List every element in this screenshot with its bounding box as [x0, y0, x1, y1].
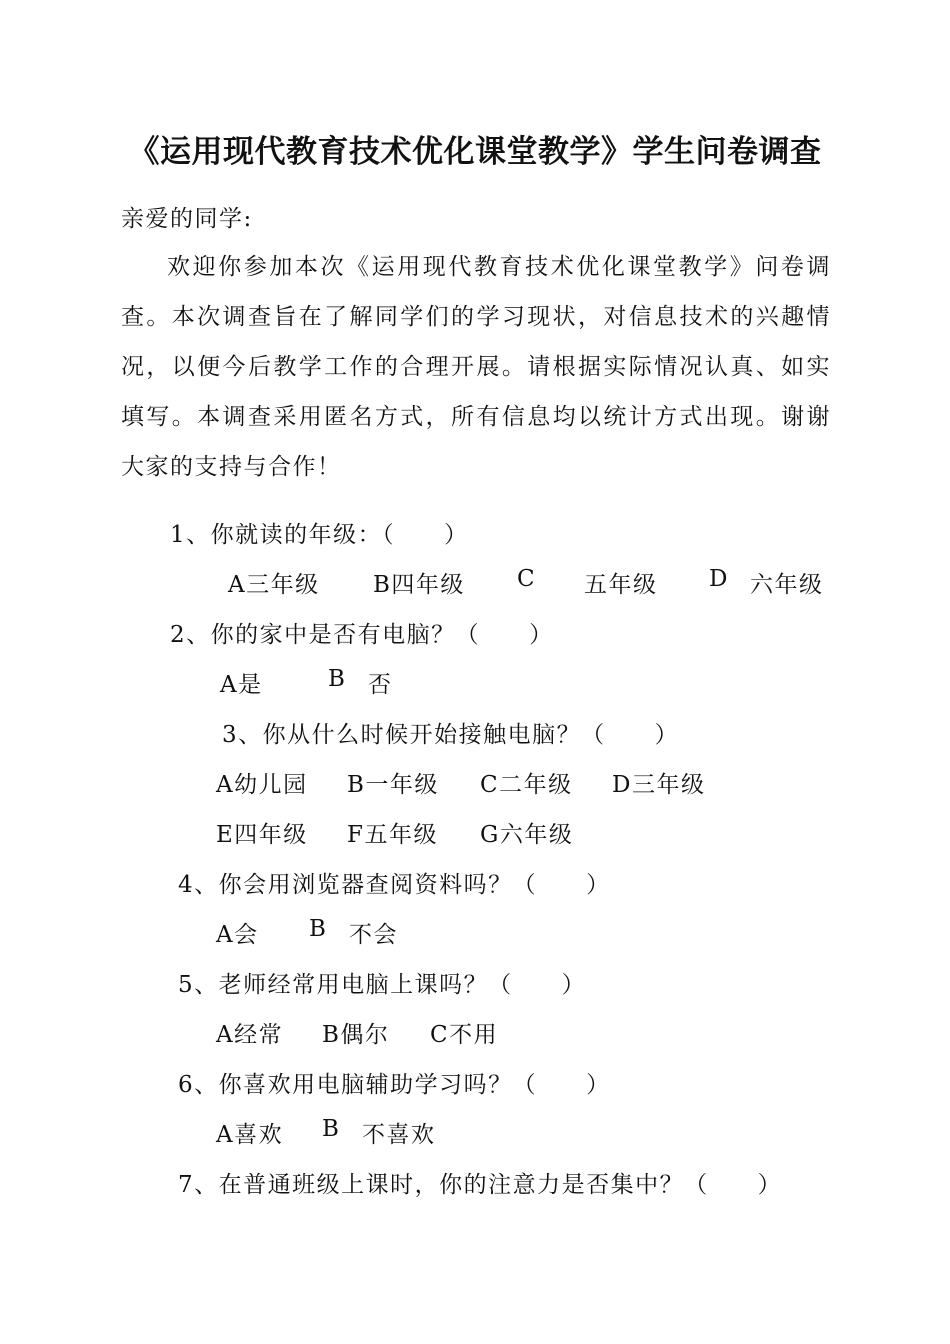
- q3-option-e: E四年级: [216, 822, 308, 848]
- q4-option-b-letter: B: [309, 916, 328, 942]
- question-4: 4、你会用浏览器查阅资料吗？（ ）: [178, 872, 611, 898]
- question-6: 6、你喜欢用电脑辅助学习吗？（ ）: [178, 1072, 611, 1098]
- q5-option-c: C不用: [430, 1022, 499, 1048]
- document-title: 《运用现代教育技术优化课堂教学》学生问卷调查: [128, 134, 822, 170]
- q5-option-a: A经常: [216, 1022, 284, 1048]
- q1-option-c-letter: C: [517, 566, 537, 592]
- q3-option-b: B一年级: [347, 772, 439, 798]
- q3-option-d: D三年级: [612, 772, 706, 798]
- question-1: 1、你就读的年级：（ ）: [170, 522, 469, 548]
- q1-option-d-letter: D: [709, 566, 729, 592]
- q3-option-f: F五年级: [347, 822, 438, 848]
- q1-option-d-text: 六年级: [750, 572, 824, 598]
- greeting: 亲爱的同学:: [121, 206, 253, 232]
- q2-option-b-letter: B: [328, 666, 347, 692]
- intro-paragraph: 欢迎你参加本次《运用现代教育技术优化课堂教学》问卷调查。本次调查旨在了解同学们的学习现状，对信息技术的兴趣情况，以便今后教学工作的合理开展。请根据实际情况认真、如实填写。本调查采用匿名方式，所有信息均以统计方式出现。谢谢大家的支持与合作！: [121, 254, 831, 480]
- q1-option-c-text: 五年级: [584, 572, 658, 598]
- q4-option-b-text: 不会: [349, 922, 398, 948]
- q1-option-a: A三年级: [228, 572, 320, 598]
- question-2: 2、你的家中是否有电脑？（ ）: [170, 622, 554, 648]
- q6-option-a: A喜欢: [216, 1122, 284, 1148]
- question-7: 7、在普通班级上课时，你的注意力是否集中？（ ）: [178, 1172, 783, 1198]
- q6-option-b-text: 不喜欢: [362, 1122, 436, 1148]
- q4-option-a: A会: [216, 922, 259, 948]
- q5-option-b: B偶尔: [322, 1022, 390, 1048]
- question-3: 3、你从什么时候开始接触电脑？（ ）: [222, 722, 680, 748]
- q2-option-b-text: 否: [368, 672, 393, 698]
- q3-option-c: C二年级: [480, 772, 573, 798]
- question-5: 5、老师经常用电脑上课吗？（ ）: [178, 972, 587, 998]
- q3-option-g: G六年级: [480, 822, 574, 848]
- q3-option-a: A幼儿园: [216, 772, 308, 798]
- q1-option-b: B四年级: [373, 572, 465, 598]
- q2-option-a: A是: [220, 672, 263, 698]
- q6-option-b-letter: B: [322, 1116, 341, 1142]
